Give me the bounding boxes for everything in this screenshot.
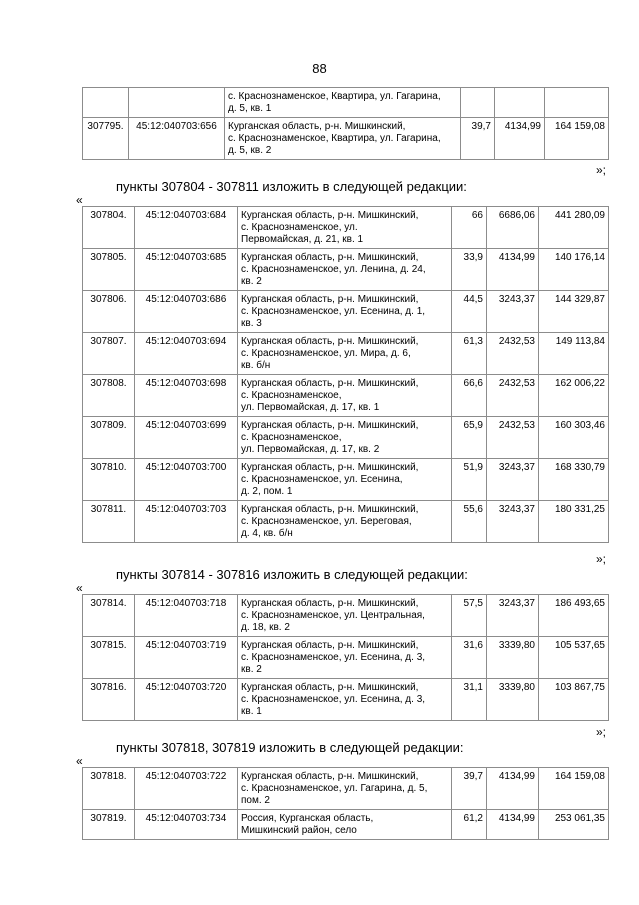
instruction-2: пункты 307814 - 307816 изложить в следующей редакции: <box>116 567 468 582</box>
address-line: Курганская область, р-н. Мишкинский, <box>241 420 419 431</box>
address-line: Курганская область, р-н. Мишкинский, <box>241 598 419 609</box>
opening-quote-1: « <box>76 193 83 207</box>
cadastral-number: 45:12:040703:698 <box>135 375 238 417</box>
total-value: 160 303,46 <box>539 417 609 459</box>
total-value: 164 159,08 <box>545 118 609 160</box>
item-number: 307807. <box>83 333 135 375</box>
address-line: Россия, Курганская область, <box>241 813 374 824</box>
address-line: Курганская область, р-н. Мишкинский, <box>228 121 406 132</box>
item-number: 307808. <box>83 375 135 417</box>
registry-table-307818-307819 <box>82 767 609 840</box>
cadastral-number: 45:12:040703:720 <box>135 679 238 721</box>
cadastral-number: 45:12:040703:694 <box>135 333 238 375</box>
instruction-3: пункты 307818, 307819 изложить в следующей редакции: <box>116 740 464 755</box>
table-row <box>83 459 609 501</box>
total-value <box>545 88 609 118</box>
item-number: 307811. <box>83 501 135 543</box>
item-number: 307809. <box>83 417 135 459</box>
address-line: с. Краснознаменское, ул. <box>241 222 358 233</box>
item-number: 307819. <box>83 810 135 840</box>
area-value: 66 <box>452 207 487 249</box>
item-number: 307818. <box>83 768 135 810</box>
item-number: 307795. <box>83 118 129 160</box>
item-number: 307805. <box>83 249 135 291</box>
table-row <box>83 768 609 810</box>
address <box>238 375 452 417</box>
address <box>238 207 452 249</box>
registry-table-continuation <box>82 87 609 160</box>
table-row <box>83 118 609 160</box>
table-row <box>83 207 609 249</box>
cadastral-number: 45:12:040703:722 <box>135 768 238 810</box>
area-value: 33,9 <box>452 249 487 291</box>
address-line: Курганская область, р-н. Мишкинский, <box>241 771 419 782</box>
address-line: Курганская область, р-н. Мишкинский, <box>241 378 419 389</box>
total-value: 144 329,87 <box>539 291 609 333</box>
total-value: 253 061,35 <box>539 810 609 840</box>
unit-price: 4134,99 <box>487 810 539 840</box>
table-row <box>83 375 609 417</box>
address <box>238 810 452 840</box>
total-value: 186 493,65 <box>539 595 609 637</box>
table-row <box>83 88 609 118</box>
closing-quote-3: »; <box>596 725 607 739</box>
address-line: пом. 2 <box>241 795 270 806</box>
cadastral-number: 45:12:040703:686 <box>135 291 238 333</box>
unit-price: 6686,06 <box>487 207 539 249</box>
address <box>238 459 452 501</box>
address-line: д. 18, кв. 2 <box>241 622 290 633</box>
address-line: Курганская область, р-н. Мишкинский, <box>241 682 419 693</box>
cadastral-number: 45:12:040703:719 <box>135 637 238 679</box>
address <box>238 679 452 721</box>
table-row <box>83 249 609 291</box>
opening-quote-3: « <box>76 754 83 768</box>
area-value: 57,5 <box>452 595 487 637</box>
unit-price: 3243,37 <box>487 501 539 543</box>
unit-price: 3339,80 <box>487 679 539 721</box>
unit-price: 3339,80 <box>487 637 539 679</box>
instruction-1: пункты 307804 - 307811 изложить в следующей редакции: <box>116 179 467 194</box>
address-line: с. Краснознаменское, Квартира, ул. Гагарина, <box>228 91 441 102</box>
address-line: с. Краснознаменское, ул. Мира, д. 6, <box>241 348 411 359</box>
total-value: 149 113,84 <box>539 333 609 375</box>
item-number <box>83 88 129 118</box>
address <box>238 333 452 375</box>
address <box>225 118 461 160</box>
item-number: 307804. <box>83 207 135 249</box>
area-value: 61,2 <box>452 810 487 840</box>
item-number: 307810. <box>83 459 135 501</box>
address-line: кв. 3 <box>241 318 262 329</box>
table-row <box>83 333 609 375</box>
address-line: с. Краснознаменское, ул. Есенина, д. 3, <box>241 694 426 705</box>
registry-table-307814-307816 <box>82 594 609 721</box>
registry-table-307804-307811 <box>82 206 609 543</box>
table-row <box>83 501 609 543</box>
item-number: 307806. <box>83 291 135 333</box>
address-line: с. Краснознаменское, ул. Есенина, <box>241 474 403 485</box>
address-line: Курганская область, р-н. Мишкинский, <box>241 504 419 515</box>
address <box>238 768 452 810</box>
address-line: кв. 2 <box>241 664 262 675</box>
table-row <box>83 417 609 459</box>
closing-quote-1: »; <box>596 163 607 177</box>
address-line: ул. Первомайская, д. 17, кв. 1 <box>241 402 380 413</box>
cadastral-number: 45:12:040703:703 <box>135 501 238 543</box>
table-row <box>83 291 609 333</box>
total-value: 164 159,08 <box>539 768 609 810</box>
cadastral-number: 45:12:040703:734 <box>135 810 238 840</box>
table-row <box>83 810 609 840</box>
address-line: Курганская область, р-н. Мишкинский, <box>241 640 419 651</box>
unit-price: 2432,53 <box>487 417 539 459</box>
cadastral-number: 45:12:040703:699 <box>135 417 238 459</box>
address-line: Мишкинский район, село <box>241 825 357 836</box>
opening-quote-2: « <box>76 581 83 595</box>
area-value: 31,1 <box>452 679 487 721</box>
closing-quote-2: »; <box>596 552 607 566</box>
address-line: с. Краснознаменское, Квартира, ул. Гагарина, <box>228 133 441 144</box>
area-value: 61,3 <box>452 333 487 375</box>
address-line: с. Краснознаменское, ул. Есенина, д. 3, <box>241 652 426 663</box>
address <box>238 249 452 291</box>
total-value: 103 867,75 <box>539 679 609 721</box>
area-value: 66,6 <box>452 375 487 417</box>
area-value: 65,9 <box>452 417 487 459</box>
cadastral-number: 45:12:040703:684 <box>135 207 238 249</box>
address <box>238 501 452 543</box>
area-value: 51,9 <box>452 459 487 501</box>
table-row <box>83 679 609 721</box>
address-line: д. 2, пом. 1 <box>241 486 293 497</box>
address-line: Курганская область, р-н. Мишкинский, <box>241 462 419 473</box>
cadastral-number: 45:12:040703:656 <box>129 118 225 160</box>
unit-price: 2432,53 <box>487 375 539 417</box>
total-value: 168 330,79 <box>539 459 609 501</box>
cadastral-number: 45:12:040703:685 <box>135 249 238 291</box>
area-value: 39,7 <box>461 118 495 160</box>
address-line: Курганская область, р-н. Мишкинский, <box>241 336 419 347</box>
unit-price: 3243,37 <box>487 459 539 501</box>
address <box>238 417 452 459</box>
page-number: 88 <box>312 61 327 76</box>
address-line: с. Краснознаменское, ул. Центральная, <box>241 610 425 621</box>
cadastral-number <box>129 88 225 118</box>
area-value: 55,6 <box>452 501 487 543</box>
unit-price: 2432,53 <box>487 333 539 375</box>
total-value: 441 280,09 <box>539 207 609 249</box>
unit-price: 3243,37 <box>487 595 539 637</box>
address-line: ул. Первомайская, д. 17, кв. 2 <box>241 444 380 455</box>
total-value: 140 176,14 <box>539 249 609 291</box>
address-line: Курганская область, р-н. Мишкинский, <box>241 294 419 305</box>
area-value: 44,5 <box>452 291 487 333</box>
address-line: кв. б/н <box>241 360 271 371</box>
unit-price: 4134,99 <box>495 118 545 160</box>
address <box>238 291 452 333</box>
cadastral-number: 45:12:040703:718 <box>135 595 238 637</box>
address-line: Курганская область, р-н. Мишкинский, <box>241 210 419 221</box>
cadastral-number: 45:12:040703:700 <box>135 459 238 501</box>
table-row <box>83 637 609 679</box>
area-value <box>461 88 495 118</box>
area-value: 31,6 <box>452 637 487 679</box>
address <box>238 595 452 637</box>
address-line: с. Краснознаменское, <box>241 390 342 401</box>
table-row <box>83 595 609 637</box>
address-line: с. Краснознаменское, <box>241 432 342 443</box>
unit-price <box>495 88 545 118</box>
address-line: д. 5, кв. 1 <box>228 103 272 114</box>
address-line: с. Краснознаменское, ул. Береговая, <box>241 516 412 527</box>
total-value: 105 537,65 <box>539 637 609 679</box>
address <box>225 88 461 118</box>
address-line: с. Краснознаменское, ул. Ленина, д. 24, <box>241 264 426 275</box>
unit-price: 4134,99 <box>487 768 539 810</box>
area-value: 39,7 <box>452 768 487 810</box>
unit-price: 3243,37 <box>487 291 539 333</box>
total-value: 180 331,25 <box>539 501 609 543</box>
address-line: с. Краснознаменское, ул. Гагарина, д. 5, <box>241 783 428 794</box>
address <box>238 637 452 679</box>
item-number: 307815. <box>83 637 135 679</box>
address-line: кв. 2 <box>241 276 262 287</box>
item-number: 307816. <box>83 679 135 721</box>
address-line: Первомайская, д. 21, кв. 1 <box>241 234 364 245</box>
total-value: 162 006,22 <box>539 375 609 417</box>
address-line: кв. 1 <box>241 706 262 717</box>
address-line: д. 5, кв. 2 <box>228 145 272 156</box>
address-line: с. Краснознаменское, ул. Есенина, д. 1, <box>241 306 426 317</box>
unit-price: 4134,99 <box>487 249 539 291</box>
address-line: Курганская область, р-н. Мишкинский, <box>241 252 419 263</box>
item-number: 307814. <box>83 595 135 637</box>
address-line: д. 4, кв. б/н <box>241 528 293 539</box>
